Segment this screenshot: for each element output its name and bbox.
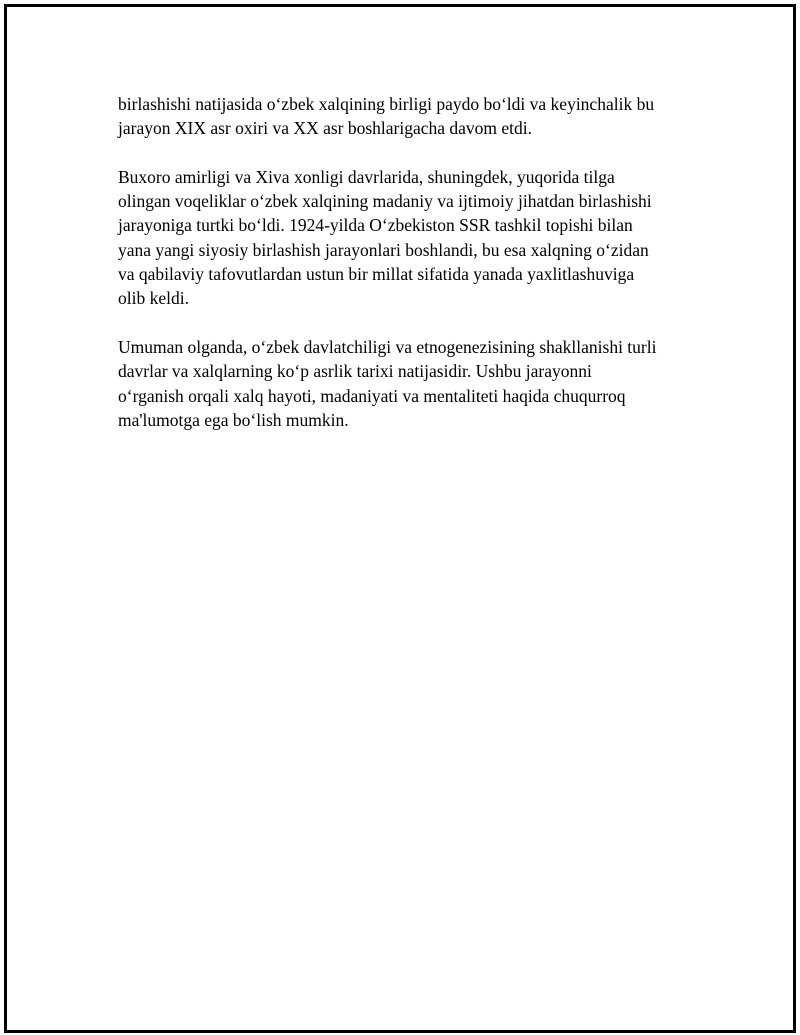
document-body	[118, 92, 698, 456]
paragraph-line: birlashishi natijasida o‘zbek xalqining birligi paydo bo‘ldi va keyinchalik bu	[118, 94, 655, 114]
paragraph-3	[118, 335, 698, 432]
paragraph-line: olingan voqeliklar o‘zbek xalqining madaniy va ijtimoiy jihatdan birlashishi	[118, 191, 652, 212]
paragraph-line: va qabilaviy tafovutlardan ustun bir millat sifatida yanada yaxlitlashuviga	[118, 264, 635, 285]
paragraph-line: Umuman olganda, o‘zbek davlatchiligi va etnogenezisining shakllanishi turli	[118, 336, 657, 357]
paragraph-line: yana yangi siyosiy birlashish jarayonlari boshlandi, bu esa xalqning o‘zidan	[118, 239, 649, 260]
paragraph-line: jarayoniga turtki bo‘ldi. 1924-yilda O‘zbekiston SSR tashkil topishi bilan	[118, 215, 633, 236]
paragraph-line: Buxoro amirligi va Xiva xonligi davrlarida, shuningdek, yuqorida tilga	[118, 166, 615, 187]
paragraph-1	[118, 92, 698, 141]
paragraph-line: olib keldi.	[118, 288, 189, 309]
paragraph-line: davrlar va xalqlarning ko‘p asrlik tarixi natijasidir. Ushbu jarayonni	[118, 361, 592, 382]
paragraph-line: ma'lumotga ega bo‘lish mumkin.	[118, 409, 349, 430]
paragraph-2	[118, 165, 698, 311]
paragraph-line: jarayon XIX asr oxiri va XX asr boshlarigacha davom etdi.	[118, 118, 533, 139]
paragraph-line: o‘rganish orqali xalq hayoti, madaniyati va mentaliteti haqida chuqurroq	[118, 385, 626, 406]
